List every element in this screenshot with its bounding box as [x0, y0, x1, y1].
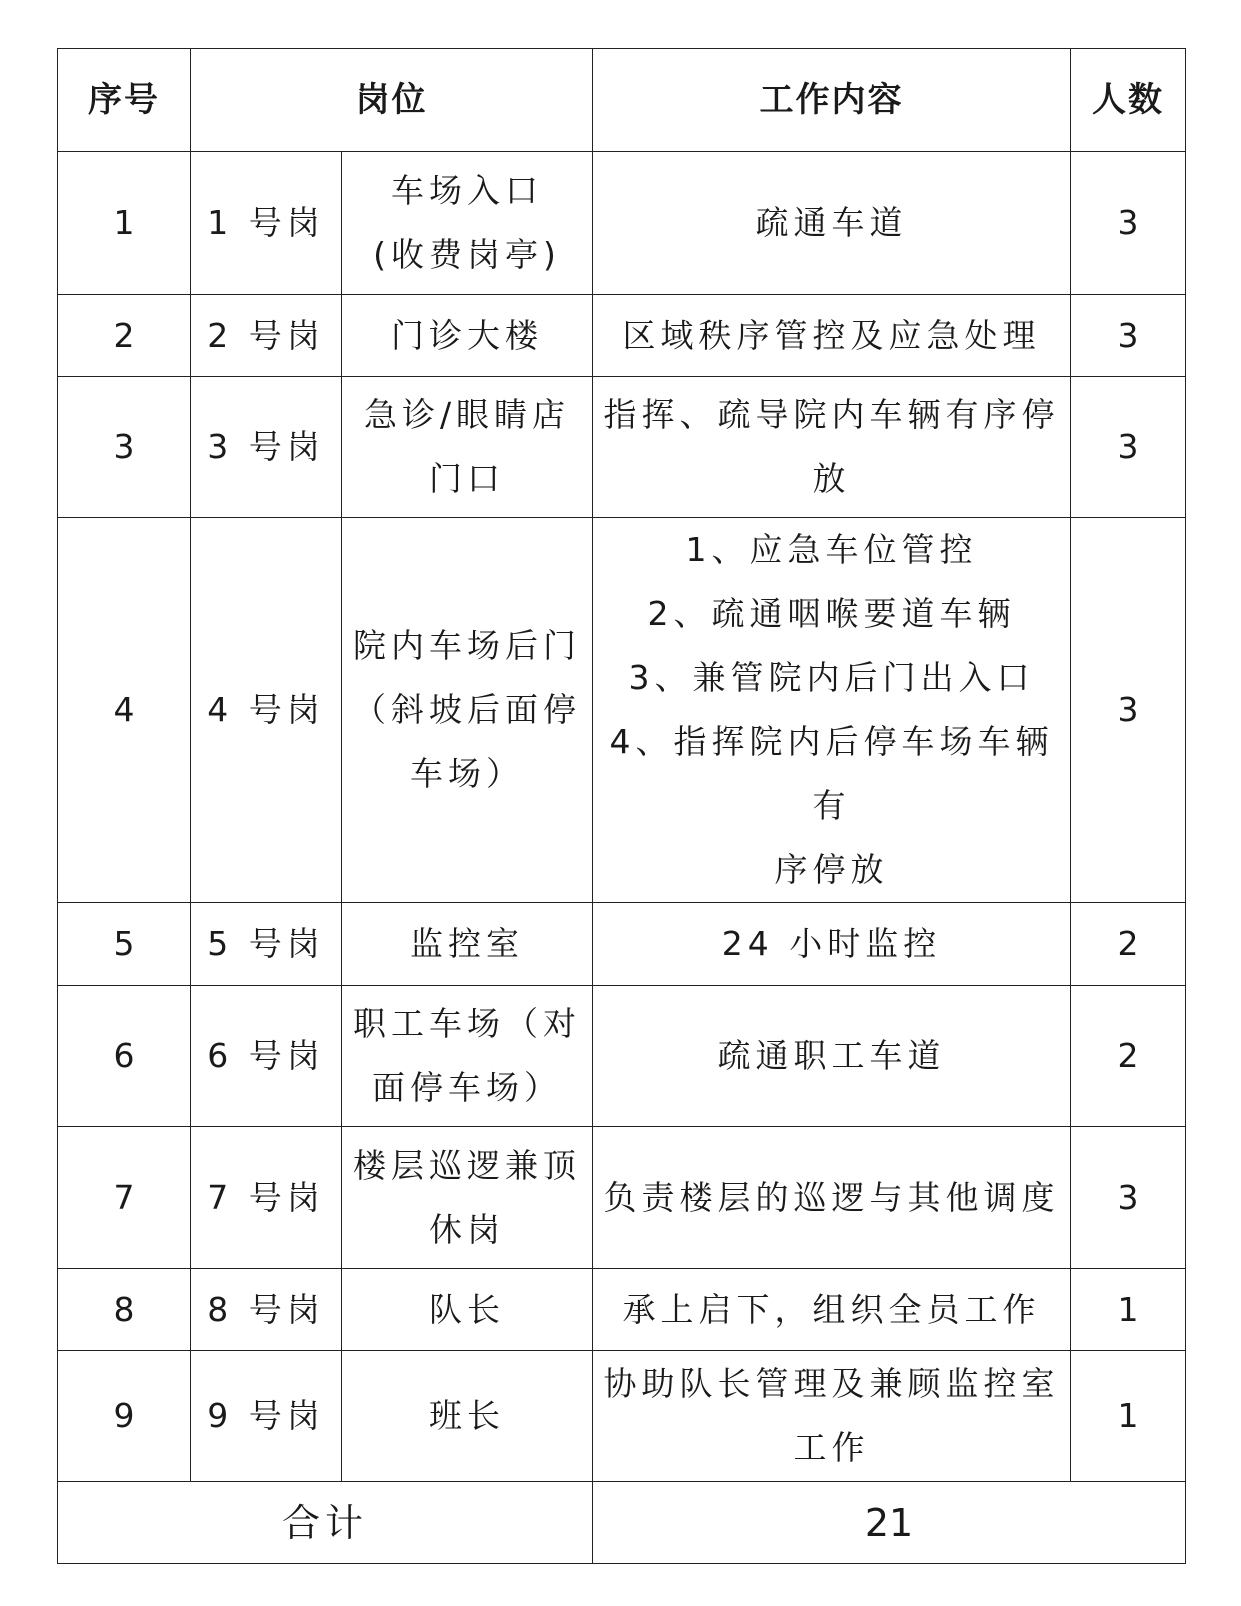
- row-count: 2: [1071, 903, 1186, 986]
- row-location-line: 监控室: [410, 924, 524, 963]
- row-location: [342, 518, 593, 903]
- row-location-line: 车场入口: [391, 171, 543, 210]
- row-content: [593, 1269, 1071, 1351]
- table-row: [58, 1269, 1186, 1351]
- row-location: [342, 152, 593, 295]
- row-content-line: 1、应急车位管控: [685, 530, 978, 569]
- table-row: [58, 518, 1186, 903]
- total-value: 21: [593, 1482, 1186, 1564]
- row-content-line: 24 小时监控: [721, 924, 942, 963]
- row-location: [342, 1127, 593, 1269]
- row-count: 3: [1071, 1127, 1186, 1269]
- row-location-line: 职工车场（对: [353, 1004, 581, 1043]
- row-count: 1: [1071, 1351, 1186, 1482]
- row-post: 1 号岗: [191, 152, 342, 295]
- row-content-line: 指挥、疏导院内车辆有序停: [603, 395, 1060, 434]
- header-count: 人数: [1071, 49, 1186, 152]
- table-row: [58, 152, 1186, 295]
- row-count: 3: [1071, 152, 1186, 295]
- row-location: [342, 1269, 593, 1351]
- row-seq: 9: [58, 1351, 191, 1482]
- row-content: [593, 152, 1071, 295]
- row-location-line: 急诊/眼睛店: [363, 395, 571, 434]
- row-location-line: 休岗: [429, 1209, 505, 1249]
- row-content: [593, 1351, 1071, 1482]
- row-content-line: 负责楼层的巡逻与其他调度: [603, 1177, 1060, 1217]
- row-location-line: 门口: [429, 459, 505, 498]
- row-location: [342, 295, 593, 377]
- header-row: [58, 49, 1186, 152]
- total-row: [58, 1482, 1186, 1564]
- row-content-line: 2、疏通咽喉要道车辆: [647, 594, 1016, 633]
- row-location: [342, 986, 593, 1127]
- row-content: [593, 903, 1071, 986]
- row-post: 2 号岗: [191, 295, 342, 377]
- row-seq: 8: [58, 1269, 191, 1351]
- row-seq: 4: [58, 518, 191, 903]
- row-content: [593, 377, 1071, 518]
- header-post: 岗位: [191, 49, 593, 152]
- table-row: [58, 986, 1186, 1127]
- table-row: [58, 1127, 1186, 1269]
- row-location-line: 楼层巡逻兼顶: [353, 1145, 581, 1185]
- row-location-line: 队长: [429, 1289, 505, 1329]
- row-location-line: 班长: [429, 1396, 505, 1435]
- row-content-line: 疏通车道: [755, 203, 908, 242]
- row-content: [593, 518, 1071, 903]
- row-location-line: 院内车场后门: [353, 626, 581, 665]
- row-seq: 6: [58, 986, 191, 1127]
- row-content-line: 承上启下，组织全员工作: [622, 1289, 1041, 1329]
- row-content-line: 4、指挥院内后停车场车辆有: [609, 722, 1054, 825]
- row-post: 3 号岗: [191, 377, 342, 518]
- row-content-line: 疏通职工车道: [717, 1036, 946, 1075]
- row-count: 3: [1071, 295, 1186, 377]
- row-seq: 5: [58, 903, 191, 986]
- table-row: [58, 1351, 1186, 1482]
- row-content-line: 3、兼管院内后门出入口: [628, 658, 1035, 697]
- row-count: 3: [1071, 518, 1186, 903]
- row-content: [593, 295, 1071, 377]
- staffing-table: [57, 48, 1186, 1564]
- header-content: 工作内容: [593, 49, 1071, 152]
- row-post: 6 号岗: [191, 986, 342, 1127]
- row-seq: 2: [58, 295, 191, 377]
- header-seq: 序号: [58, 49, 191, 152]
- row-location: [342, 377, 593, 518]
- row-location-line: 面停车场）: [372, 1068, 562, 1107]
- row-seq: 7: [58, 1127, 191, 1269]
- row-count: 3: [1071, 377, 1186, 518]
- row-count: 2: [1071, 986, 1186, 1127]
- row-location-line: 门诊大楼: [391, 315, 543, 355]
- row-location: [342, 1351, 593, 1482]
- row-post: 7 号岗: [191, 1127, 342, 1269]
- row-post: 9 号岗: [191, 1351, 342, 1482]
- row-location-line: 车场）: [410, 754, 524, 793]
- row-content: [593, 986, 1071, 1127]
- row-location: [342, 903, 593, 986]
- row-count: 1: [1071, 1269, 1186, 1351]
- table-row: [58, 903, 1186, 986]
- row-content-line: 工作: [793, 1428, 870, 1467]
- row-seq: 1: [58, 152, 191, 295]
- row-location-line: (收费岗亭): [373, 235, 561, 274]
- row-post: 5 号岗: [191, 903, 342, 986]
- row-content-line: 放: [812, 459, 851, 498]
- total-label: 合计: [58, 1482, 593, 1564]
- row-seq: 3: [58, 377, 191, 518]
- row-post: 4 号岗: [191, 518, 342, 903]
- table-row: [58, 377, 1186, 518]
- row-content-line: 序停放: [774, 850, 889, 889]
- table-row: [58, 295, 1186, 377]
- row-content: [593, 1127, 1071, 1269]
- row-content-line: 区域秩序管控及应急处理: [622, 315, 1041, 355]
- row-content-line: 协助队长管理及兼顾监控室: [603, 1364, 1060, 1403]
- row-post: 8 号岗: [191, 1269, 342, 1351]
- row-location-line: （斜坡后面停: [353, 690, 581, 729]
